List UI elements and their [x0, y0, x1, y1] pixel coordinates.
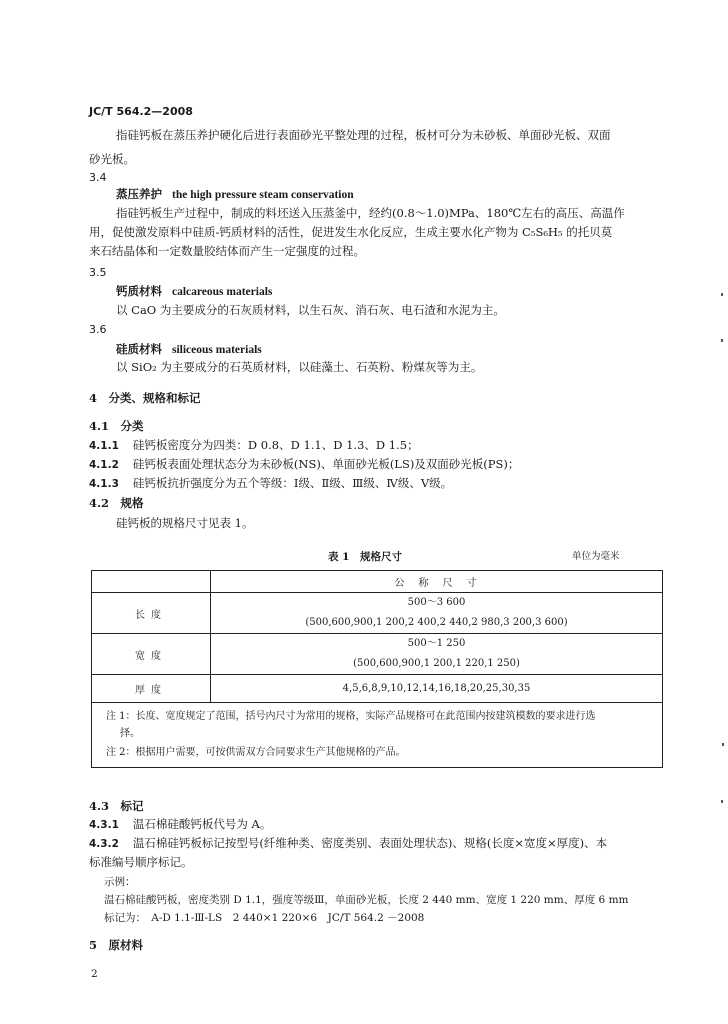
clause-text: 硅钙板密度分为四类：D 0.8、D 1.1、D 1.3、D 1.5；	[132, 438, 419, 452]
clause-text: 温石棉硅钙板标记按型号(纤维种类、密度类别、表面处理状态)、规格(长度×宽度×厚度)、本	[132, 836, 608, 850]
table-note: 择。	[120, 728, 140, 739]
table-header: 公 称 尺 寸	[211, 571, 663, 593]
row-value: 4,5,6,8,9,10,12,14,16,18,20,25,30,35	[211, 675, 663, 703]
table-unit: 单位为毫米	[572, 551, 620, 562]
paragraph-line: 以 CaO 为主要成分的石灰质材料，以生石灰、消石灰、电石渣和水泥为主。	[116, 303, 505, 317]
scan-speck	[722, 743, 724, 746]
table-note: 注 1：长度、宽度规定了范围，括号内尺寸为常用的规格，实际产品规格可在此范围内按建筑模数的要求进行选	[106, 711, 596, 722]
paragraph-line: 标准编号顺序标记。	[89, 855, 193, 869]
term-zh: 钙质材料	[116, 284, 162, 298]
table-corner-cell	[92, 571, 211, 593]
term-en: siliceous materials	[172, 344, 262, 356]
paragraph-line: 砂光板。	[89, 152, 135, 166]
term-en: calcareous materials	[172, 286, 273, 298]
clause-number: 4.1.3	[89, 478, 119, 490]
row-label: 长度	[92, 593, 211, 634]
clause-number: 4.1.2	[89, 459, 119, 471]
paragraph-line: 指硅钙板生产过程中，制成的料坯送入压蒸釜中，经约(0.8～1.0)MPa、180℃左右的高压、高温作	[116, 206, 625, 220]
row-value	[211, 634, 663, 675]
term-heading	[116, 341, 262, 358]
clause-number: 4.3.2	[89, 838, 119, 850]
scan-speck	[721, 800, 723, 803]
clause	[89, 437, 419, 454]
scan-speck	[721, 339, 723, 342]
document-header: JC/T 564.2—2008	[89, 105, 193, 118]
term-en: the high pressure steam conservation	[172, 189, 354, 201]
row-range: 500～3 600	[407, 597, 466, 608]
paragraph-line: 以 SiO₂ 为主要成分的石英质材料，以硅藻土、石英粉、粉煤灰等为主。	[116, 360, 483, 374]
section-heading: 5 原材料	[89, 938, 144, 952]
table-note: 注 2：根据用户需要，可按供需双方合同要求生产其他规格的产品。	[106, 747, 406, 758]
page-number: 2	[91, 968, 98, 980]
term-heading	[116, 283, 272, 300]
term-zh: 蒸压养护	[116, 187, 162, 201]
example-label: 示例：	[104, 876, 136, 888]
row-value	[211, 593, 663, 634]
section-number: 3.4	[89, 171, 107, 184]
example-line: 标记为： A-D 1.1-Ⅲ-LS 2 440×1 220×6 JC/T 564.2 －2008	[104, 912, 425, 924]
clause-text: 硅钙板表面处理状态分为未砂板(NS)、单面砂光板(LS)及双面砂光板(PS)；	[132, 457, 520, 471]
paragraph-line: 指硅钙板在蒸压养护硬化后进行表面砂光平整处理的过程，板材可分为未砂板、单面砂光板、双面	[116, 128, 611, 142]
section-number: 3.5	[89, 266, 107, 279]
clause	[89, 475, 452, 492]
table-notes	[91, 703, 663, 768]
subsection-heading: 4.1 分类	[89, 419, 144, 433]
scan-speck	[721, 293, 723, 296]
row-common-sizes: (500,600,900,1 200,1 220,1 250)	[353, 658, 520, 669]
spec-table	[91, 570, 663, 703]
row-label: 宽度	[92, 634, 211, 675]
clause	[89, 456, 519, 473]
term-zh: 硅质材料	[116, 342, 162, 356]
row-label: 厚度	[92, 675, 211, 703]
paragraph-line: 用，促使激发原料中硅质-钙质材料的活性，促进发生水化反应，生成主要水化产物为 C₅S₆H₅ 的托贝莫	[89, 225, 613, 239]
clause	[89, 835, 607, 852]
clause	[89, 816, 271, 833]
row-range: 500～1 250	[407, 638, 466, 649]
example-line: 温石棉硅酸钙板，密度类别 D 1.1，强度等级Ⅲ，单面砂光板，长度 2 440 mm、宽度 1 220 mm、厚度 6 mm	[104, 894, 629, 906]
paragraph-line: 来石结晶体和一定数量胶结体而产生一定强度的过程。	[89, 244, 365, 258]
term-heading	[116, 186, 354, 203]
clause-text: 硅钙板抗折强度分为五个等级：Ⅰ级、Ⅱ级、Ⅲ级、Ⅳ级、Ⅴ级。	[132, 476, 453, 490]
clause-text: 温石棉硅酸钙板代号为 A。	[132, 817, 272, 831]
row-common-sizes: (500,600,900,1 200,2 400,2 440,2 980,3 200,3 600)	[305, 617, 568, 628]
subsection-heading: 4.2 规格	[89, 496, 144, 510]
subsection-heading: 4.3 标记	[89, 799, 144, 813]
clause-number: 4.3.1	[89, 819, 119, 831]
section-heading: 4 分类、规格和标记	[89, 391, 201, 405]
section-number: 3.6	[89, 323, 107, 336]
table-caption: 表 1 规格尺寸	[328, 551, 402, 563]
clause-number: 4.1.1	[89, 440, 119, 452]
paragraph-line: 硅钙板的规格尺寸见表 1。	[116, 516, 254, 530]
